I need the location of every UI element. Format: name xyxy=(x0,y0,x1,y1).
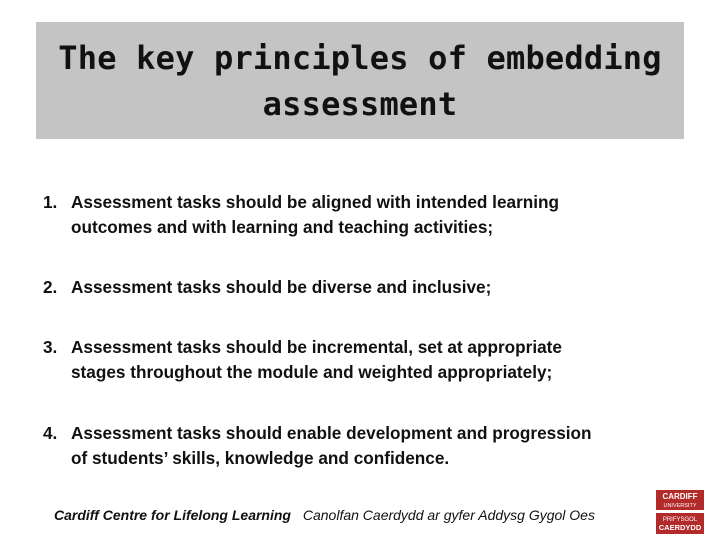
principle-item-4 xyxy=(43,421,693,471)
logo-text-2: UNIVERSITY xyxy=(663,503,697,509)
slide-title xyxy=(58,35,661,127)
footer-english: Cardiff Centre for Lifelong Learning xyxy=(54,507,291,523)
item-text-line: Assessment tasks should be diverse and inclusive; xyxy=(71,277,492,297)
title-box xyxy=(36,22,684,139)
principle-item-1 xyxy=(43,190,693,240)
item-number: 1. xyxy=(43,192,58,212)
item-text-line: Assessment tasks should be incremental, set at appropriate xyxy=(71,337,562,357)
item-number: 2. xyxy=(43,277,58,297)
item-number: 4. xyxy=(43,423,58,443)
item-text-line: Assessment tasks should enable development and progression xyxy=(71,423,592,443)
title-line-1: The key principles of embedding xyxy=(58,38,662,77)
item-text-line: of students’ skills, knowledge and confidence. xyxy=(71,448,450,468)
footer-welsh: Canolfan Caerdydd ar gyfer Addysg Gygol Oes xyxy=(302,507,595,523)
item-text xyxy=(71,190,693,240)
item-text xyxy=(71,421,693,471)
item-number: 3. xyxy=(43,337,58,357)
title-line-2: assessment xyxy=(262,84,458,123)
cardiff-university-logo xyxy=(656,490,704,534)
principles-list xyxy=(43,190,693,471)
item-text-line: Assessment tasks should be aligned with intended learning xyxy=(71,192,560,212)
logo-text-3: PRIFYSGOL xyxy=(662,517,698,523)
principle-item-3 xyxy=(43,335,693,385)
item-text-line: outcomes and with learning and teaching activities; xyxy=(71,217,494,237)
item-text xyxy=(71,335,693,385)
logo-text-1: CARDIFF xyxy=(662,492,698,501)
principle-item-2 xyxy=(43,275,693,300)
logo-text-4: CAERDYDD xyxy=(658,523,702,532)
footer xyxy=(54,507,595,523)
item-text xyxy=(71,275,693,300)
item-text-line: stages throughout the module and weighted appropriately; xyxy=(71,362,553,382)
